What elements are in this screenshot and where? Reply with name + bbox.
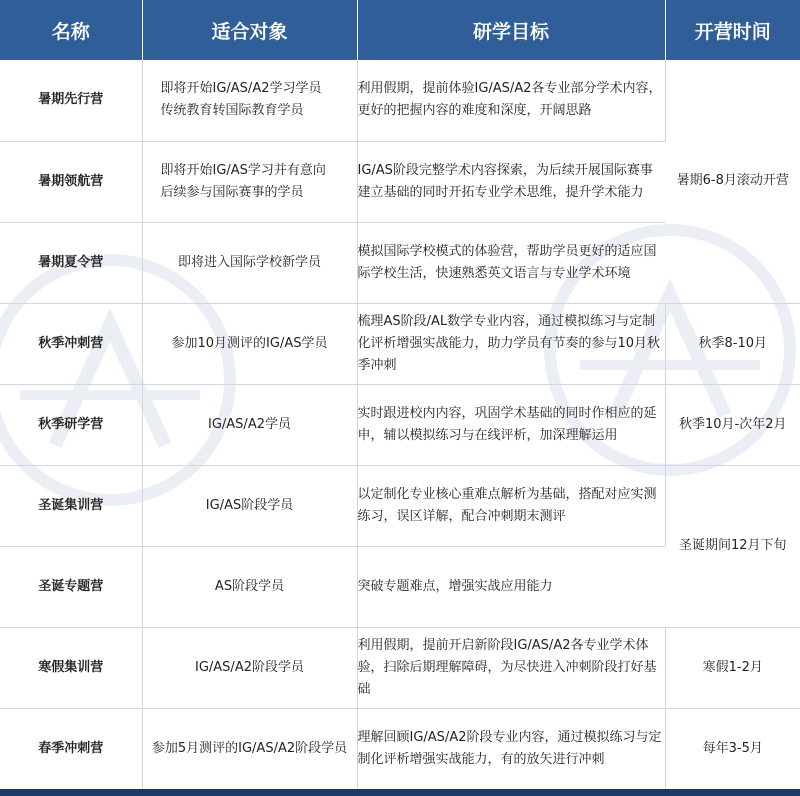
camp-goal: IG/AS阶段完整学术内容探索，为后续开展国际赛事建立基础的同时开拓专业学术思维，提升学术能力 [357,141,665,222]
header-goal: 研学目标 [357,0,665,60]
camp-goal: 实时跟进校内内容，巩固学术基础的同时作相应的延申，辅以模拟练习与在线评析，加深理解运用 [357,384,665,465]
audience-line: AS阶段学员 [214,578,285,594]
camp-goal: 利用假期，提前体验IG/AS/A2各专业部分学术内容，更好的把握内容的难度和深度，开阔思路 [357,60,665,141]
camp-audience [142,384,357,465]
camp-time-autumn-sprint: 秋季8-10月 [665,303,800,384]
header-audience: 适合对象 [142,0,357,60]
camp-name: 暑期夏令营 [0,222,142,303]
camp-audience [142,141,357,222]
camp-goal: 以定制化专业核心重难点解析为基础，搭配对应实测练习，误区详解，配合冲刺期末测评 [357,465,665,546]
camp-name: 圣诞集训营 [0,465,142,546]
camp-goal: 理解回顾IG/AS/A2阶段专业内容，通过模拟练习与定制化评析增强实战能力，有的放矢进行冲刺 [357,708,665,789]
table-row [0,465,800,546]
audience-line: 参加10月测评的IG/AS学员 [171,335,328,351]
camp-name: 寒假集训营 [0,627,142,708]
camp-goal: 利用假期，提前开启新阶段IG/AS/A2各专业学术体验，扫除后期理解障碍，为尽快进入冲刺阶段打好基础 [357,627,665,708]
table-row [0,708,800,789]
camp-goal: 突破专题难点，增强实战应用能力 [357,546,665,627]
camp-audience [142,222,357,303]
camp-audience [142,546,357,627]
audience-line: 传统教育转国际教育学员 [160,103,304,119]
camp-time-winter: 寒假1-2月 [665,627,800,708]
bottom-bar [0,789,800,796]
table-row [0,60,800,141]
audience-line: 即将开始IG/AS学习并有意向 [160,162,326,178]
camp-name: 圣诞专题营 [0,546,142,627]
camp-audience [142,60,357,141]
audience-line: IG/AS/A2学员 [208,416,291,432]
camp-name: 秋季研学营 [0,384,142,465]
header-name: 名称 [0,0,142,60]
camp-goal: 模拟国际学校模式的体验营，帮助学员更好的适应国际学校生活，快速熟悉英文语言与专业学术环境 [357,222,665,303]
camp-name: 春季冲刺营 [0,708,142,789]
table-row [0,303,800,384]
table-row [0,627,800,708]
audience-line: 即将开始IG/AS/A2学习学员 [160,81,322,97]
camp-time-spring: 每年3-5月 [665,708,800,789]
audience-line: 后续参与国际赛事的学员 [160,184,304,200]
audience-line: 参加5月测评的IG/AS/A2阶段学员 [151,740,348,756]
camp-audience [142,465,357,546]
camp-goal: 梳理AS阶段/AL数学专业内容，通过模拟练习与定制化评析增强实战能力，助力学员有节奏的参与10月秋季冲刺 [357,303,665,384]
camp-name: 暑期领航营 [0,141,142,222]
audience-line: IG/AS阶段学员 [205,497,294,513]
audience-line: 即将进入国际学校新学员 [177,254,321,270]
audience-line: IG/AS/A2阶段学员 [195,659,304,675]
camp-audience [142,303,357,384]
camp-time-christmas: 圣诞期间12月下旬 [665,465,800,627]
camp-name: 暑期先行营 [0,60,142,141]
camp-name: 秋季冲刺营 [0,303,142,384]
camp-audience [142,627,357,708]
table-row [0,384,800,465]
camp-time-summer: 暑期6-8月滚动开营 [665,60,800,303]
header-time: 开营时间 [665,0,800,60]
camp-time-autumn-study: 秋季10月-次年2月 [665,384,800,465]
camp-audience [142,708,357,789]
